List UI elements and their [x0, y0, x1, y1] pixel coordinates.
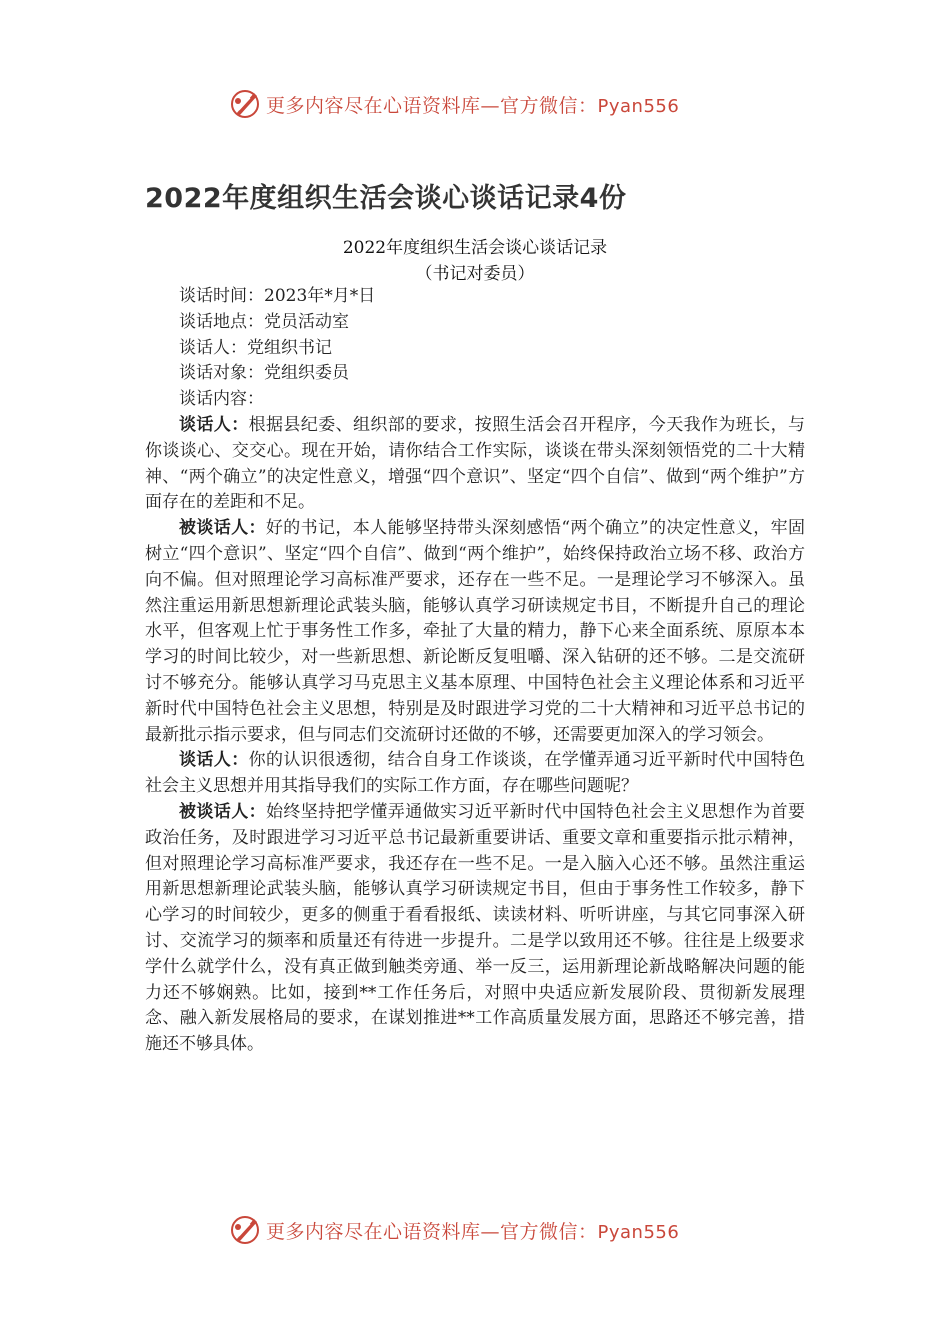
dialogue-text: 你的认识很透彻，结合自身工作谈谈，在学懂弄通习近平新时代中国特色社会主义思想并用其指导我们的实际工作方面，存在哪些问题呢？	[145, 750, 806, 797]
speaker-label: 谈话人：	[179, 750, 249, 771]
watermark-inner	[228, 1210, 679, 1250]
watermark-handle: Pyan556	[597, 1221, 680, 1243]
watermark-text	[266, 91, 679, 118]
record-title: 2022年度组织生活会谈心谈话记录	[342, 238, 608, 258]
watermark-label: 更多内容尽在心语资料库—官方微信：	[266, 94, 598, 117]
meta-location: 谈话地点：党员活动室	[179, 311, 349, 332]
watermark-text	[266, 1217, 679, 1244]
dialogue-paragraph	[145, 748, 805, 800]
quill-logo-icon	[228, 1213, 262, 1247]
dialogue-paragraph	[145, 516, 805, 748]
dialogue-paragraph	[145, 800, 805, 1058]
meta-time: 谈话时间：2023年*月*日	[179, 286, 376, 306]
watermark-label: 更多内容尽在心语资料库—官方微信：	[266, 1220, 598, 1243]
dialogue-text: 好的书记，本人能够坚持带头深刻感悟“两个确立”的决定性意义，牢固树立“四个意识”、坚定“四个自信”、做到“两个维护”，始终保持政治立场不移、政治方向不偏。但对照理论学习高标准严要求，还存在一些不足。一是理论学习不够深入。虽然注重运用新思想新理论武装头脑，能够认真学习研读规定书目，不断提升自己的理论水平，但客观上忙于事务性工作多，牵扯了大量的精力，静下心来全面系统、原原本本学习的时间比较少，对一些新思想、新论断反复咀嚼、深入钻研的还不够。二是交流研讨不够充分。能够认真学习马克思主义基本原理、中国特色社会主义理论体系和习近平新时代中国特色社会主义思想，特别是及时跟进学习党的二十大精神和习近平总书记的最新批示指示要求，但与同志们交流研讨还做的不够，还需要更加深入的学习领会。	[145, 518, 805, 745]
watermark-handle: Pyan556	[597, 95, 680, 117]
meta-content-label: 谈话内容：	[179, 389, 264, 410]
speaker-label: 被谈话人：	[179, 518, 266, 539]
page-title: 2022年度组织生活会谈心谈话记录4份	[145, 183, 627, 214]
dialogue-paragraph	[145, 413, 805, 516]
meta-interviewer: 谈话人：党组织书记	[179, 337, 332, 358]
speaker-label: 谈话人：	[179, 414, 249, 435]
dialogue-text: 根据县纪委、组织部的要求，按照生活会召开程序，今天我作为班长，与你谈谈心、交交心。现在开始，请你结合工作实际，谈谈在带头深刻领悟党的二十大精神、“两个确立”的决定性意义，增强“四个意识”、坚定“四个自信”、做到“两个维护”方面存在的差距和不足。	[145, 414, 806, 513]
meta-interviewee: 谈话对象：党组织委员	[179, 363, 349, 384]
record-body	[145, 284, 805, 1058]
quill-logo-icon	[228, 87, 262, 121]
dialogue-text: 始终坚持把学懂弄通做实习近平新时代中国特色社会主义思想作为首要政治任务，及时跟进学习习近平总书记最新重要讲话、重要文章和重要指示批示精神，但对照理论学习高标准严要求，我还存在一些不足。一是入脑入心还不够。虽然注重运用新思想新理论武装头脑，能够认真学习研读规定书目，但由于事务性工作较多，静下心学习的时间较少，更多的侧重于看看报纸、读读材料、听听讲座，与其它同事深入研讨、交流学习的频率和质量还有待进一步提升。二是学以致用还不够。往往是上级要求学什么就学什么，没有真正做到触类旁通、举一反三，运用新理论新战略解决问题的能力还不够娴熟。比如，接到**工作任务后，对照中央适应新发展阶段、贯彻新发展理念、融入新发展格局的要求，在谋划推进**工作高质量发展方面，思路还不够完善，措施还不够具体。	[145, 801, 805, 1055]
watermark-banner-bottom	[0, 1210, 950, 1250]
speaker-label: 被谈话人：	[179, 801, 266, 822]
watermark-banner-top	[0, 84, 950, 124]
watermark-inner	[228, 84, 679, 124]
record-subtitle: （书记对委员）	[415, 264, 535, 284]
